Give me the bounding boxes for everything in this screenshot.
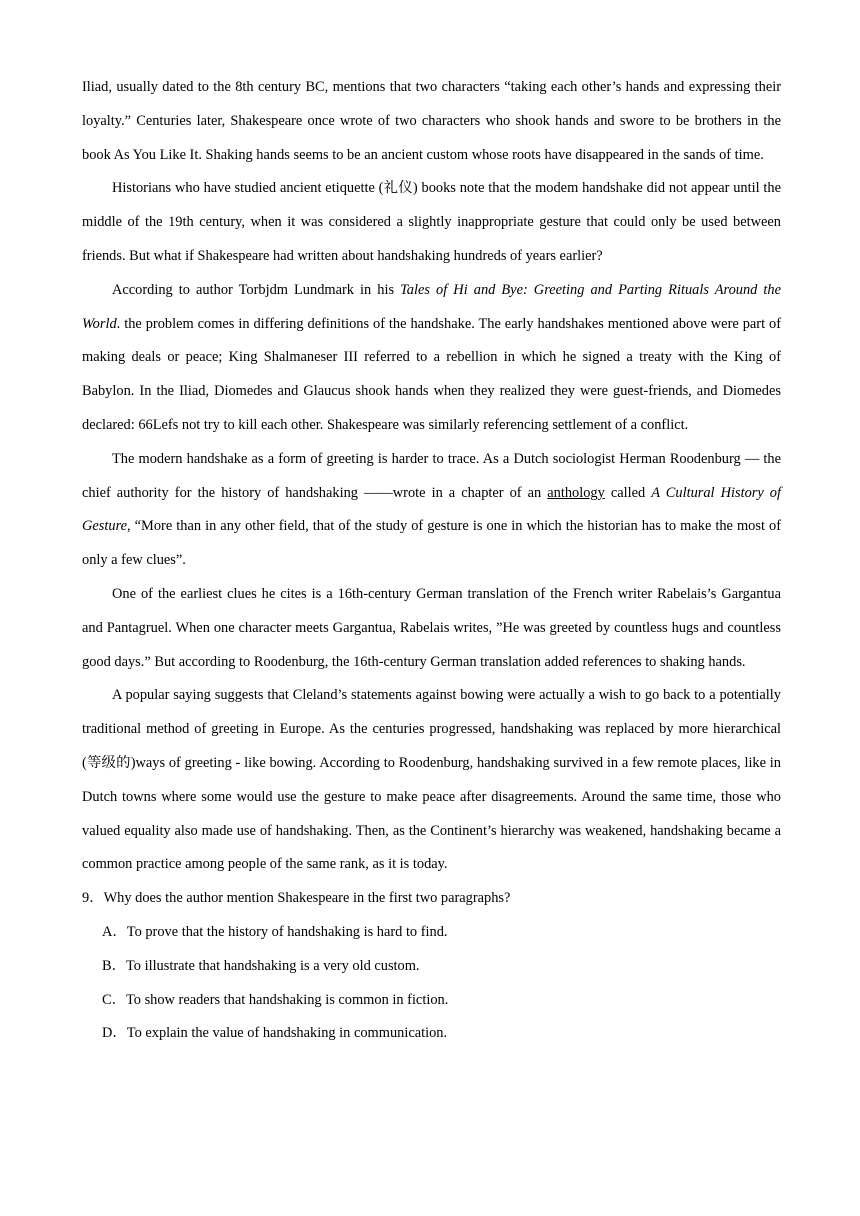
question-9-option-a: A．To prove that the history of handshaking is hard to find. <box>102 923 448 940</box>
paragraph-6: A popular saying suggests that Cleland’s statements against bowing were actually a wish to go back to a potentially traditional method of greeting in Europe. As the centuries progressed, handshaking was replaced by more hierarchical (等级的)ways of greeting - like bowing. According to Roodenburg, handshaking survived in a few remote places, like in Dutch towns where some would use the gesture to make peace after disagreements. Around the same time, those who valued equality also made use of handshaking. Then, as the Continent’s hierarchy was weakened, handshaking became a common practice among people of the same rank, as it is today. <box>82 687 781 873</box>
book-title-tales-of-hi-and-bye: Tales of Hi and Bye: Greeting and Parting Rituals Around the World <box>82 281 781 332</box>
paragraph-1: Iliad, usually dated to the 8th century BC, mentions that two characters “taking each other’s hands and expressing their loyalty.” Centuries later, Shakespeare once wrote of two characters who shook hands and swore to be brothers in the book As You Like It. Shaking hands seems to be an ancient custom whose roots have disappeared in the sands of time. <box>82 79 781 163</box>
paragraph-2: Historians who have studied ancient etiquette (礼仪) books note that the modem handshake did not appear until the middle of the 19th century, when it was considered a slightly inappropriate gesture that could only be used between friends. But what if Shakespeare had written about handshaking hundreds of years earlier? <box>82 180 781 264</box>
question-9-option-c: C．To show readers that handshaking is common in fiction. <box>102 991 449 1008</box>
paragraph-3-text-before: According to author Torbjdm Lundmark in his <box>112 281 401 298</box>
question-9-stem: 9．Why does the author mention Shakespeare in the first two paragraphs? <box>82 890 511 907</box>
paragraph-3-text-after: . the problem comes in differing definitions of the handshake. The early handshakes mentioned above were part of making deals or peace; King Shalmaneser III referred to a rebellion in which he signed a treaty with the King of Babylon. In the Iliad, Diomedes and Glaucus shook hands when they realized they were guest-friends, and Diomedes declared: 66Lefs not try to kill each other. Shakespeare was similarly referencing settlement of a conflict. <box>82 315 781 433</box>
document-page <box>82 71 781 1051</box>
paragraph-4-text-after: , “More than in any other field, that of the study of gesture is one in which the historian has to make the most of only a few clues”. <box>82 518 781 569</box>
book-title-cultural-history-of-gesture: A Cultural History of Gesture <box>82 484 781 535</box>
paragraph-4-text-before: The modern handshake as a form of greeting is harder to trace. As a Dutch sociologist Herman Roodenburg — the chief authority for the history of handshaking ——wrote in a chapter of an <box>82 450 781 501</box>
question-9-option-b: B．To illustrate that handshaking is a very old custom. <box>102 957 420 974</box>
underlined-word-anthology: anthology <box>547 484 605 501</box>
paragraph-4-text-middle: called <box>604 484 652 501</box>
question-9-option-d: D．To explain the value of handshaking in communication. <box>102 1025 448 1042</box>
paragraph-3 <box>82 274 781 443</box>
paragraph-4 <box>82 443 781 578</box>
paragraph-5: One of the earliest clues he cites is a 16th-century German translation of the French writer Rabelais’s Gargantua and Pantagruel. When one character meets Gargantua, Rabelais writes, ”He was greeted by countless hugs and countless good days.” But according to Roodenburg, the 16th-century German translation added references to shaking hands. <box>82 585 781 670</box>
